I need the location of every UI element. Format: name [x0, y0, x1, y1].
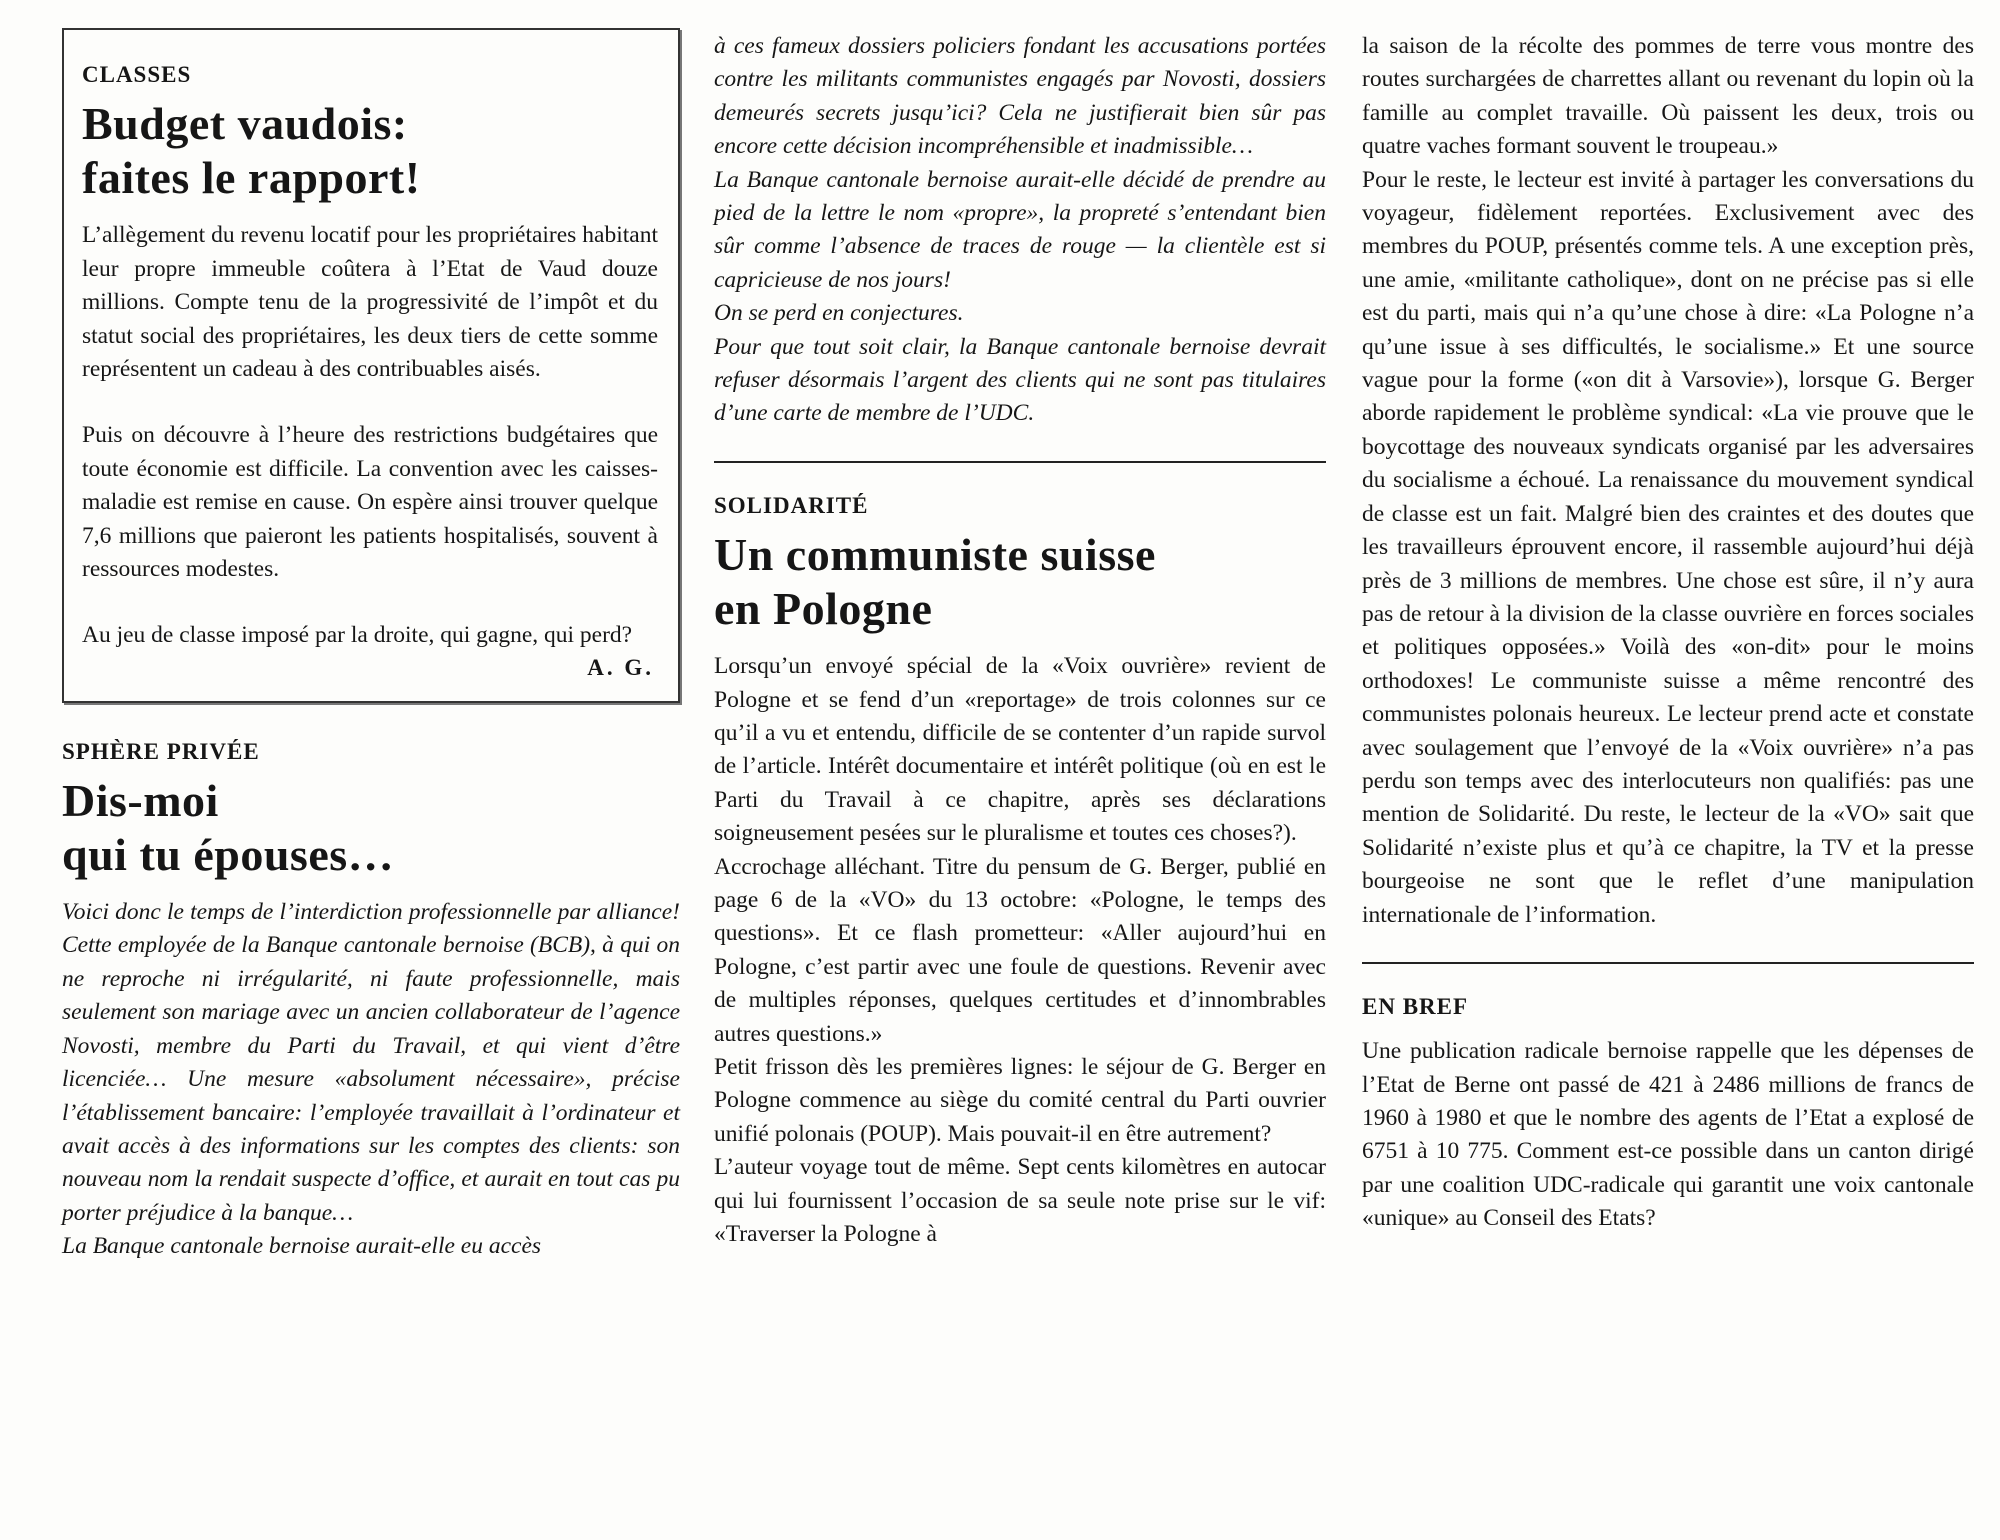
sphere-cont-paragraph-2: La Banque cantonale bernoise aurait-elle décidé de prendre au pied de la lettre le nom «propre», la propreté s’entendant bien sûr comme l’absence de traces de rouge — la clientèle est si capricieuse de nos jours! [714, 166, 1326, 293]
sphere-headline-line1: Dis-moi [62, 775, 219, 827]
sphere-headline [62, 774, 680, 882]
solidarite-cont-paragraph-2: Pour le reste, le lecteur est invité à partager les conversations du voyageur, fidèlement reportées. Exclusivement avec des membres du POUP, présentés comme tels. A une exception près, une amie, «militante catholique», dont on ne précise pas si elle est du parti, mais qui n’a qu’une chose à dire: «La Pologne n’a qu’une issue à ses difficultés, le socialisme.» Et une source vague pour la forme («on dit à Varsovie»), lorsque G. Berger aborde rapidement le problème syndical: «La vie prouve que le boycottage des nouveaux syndicats organisé par les adversaires du socialisme a échoué. La renaissance du mouvement syndical de classe est un fait. Malgré bien des craintes et des doutes que les travailleurs éprouvent encore, il rassemble aujourd’hui déjà près de 3 millions de membres. Une chose est sûre, il n’y aura pas de retour à la division de la classe ouvrière en forces sociales et politiques opposées.» Voilà des «on-dit» pour le moins orthodoxes! Le communiste suisse a même rencontré des communistes polonais heureux. Le lecteur prend acte et constate avec soulagement que l’envoyé de la «Voix ouvrière» n’a pas perdu son temps avec des interlocuteurs non qualifiés: pas une mention de Solidarité. Du reste, le lecteur de la «VO» sait que Solidarité n’existe plus et qu’à ce chapitre, la TV et la presse bourgeoise ne sont que le reflet d’une manipulation internationale de l’information. [1362, 166, 1974, 928]
classes-headline [82, 97, 658, 205]
column-2-divider [714, 461, 1326, 463]
solidarite-headline [714, 528, 1326, 636]
solidarite-paragraph-4: L’auteur voyage tout de même. Sept cents kilomètres en autocar qui lui fournissent l’occasion de sa seule note prise sur le vif: «Traverser la Pologne à [714, 1154, 1326, 1248]
solidarite-body [714, 650, 1326, 1251]
solidarite-article [714, 493, 1326, 1252]
sphere-body [62, 896, 680, 1263]
classes-paragraph-3: Au jeu de classe imposé par la droite, qui gagne, qui perd? [82, 622, 633, 649]
solidarite-cont-paragraph-1: la saison de la récolte des pommes de terre vous montre des routes surchargées de charrettes allant ou revenant du lopin où la famille au complet travaille. Où paissent les deux, trois ou quatre vaches formant souvent le troupeau.» [1362, 33, 1974, 160]
solidarite-continuation [1362, 30, 1974, 932]
column-3-divider [1362, 962, 1974, 964]
column-2 [714, 30, 1326, 1251]
classes-paragraph-2: Puis on découvre à l’heure des restrictions budgétaires que toute économie est difficile. La convention avec les caisses-maladie est remise en cause. On espère ainsi trouver quelque 7,6 millions que paieront les patients hospitalisés, souvent à ressources modestes. [82, 422, 658, 582]
solidarite-kicker: SOLIDARITÉ [714, 492, 869, 518]
classes-headline-line2: faites le rapport! [82, 152, 421, 204]
en-bref-body [1362, 1035, 1974, 1235]
en-bref-paragraph-1: Une publication radicale bernoise rappelle que les dépenses de l’Etat de Berne ont passé de 421 à 2486 millions de francs de 1960 à 1980 et que le nombre des agents de l’Etat a explosé de 6751 à 10 775. Comment est-ce possible dans un canton dirigé par une coalition UDC-radicale qui garantit une voix cantonale «unique» au Conseil des Etats? [1362, 1038, 1974, 1232]
classes-paragraph-1: L’allègement du revenu locatif pour les propriétaires habitant leur propre immeuble coûtera à l’Etat de Vaud douze millions. Compte tenu de la progressivité de l’impôt et du statut social des propriétaires, les deux tiers de cette somme représentent un cadeau à des contribuables aisés. [82, 222, 658, 382]
classes-headline-line1: Budget vaudois: [82, 98, 408, 150]
sphere-cont-paragraph-1: à ces fameux dossiers policiers fondant les accusations portées contre les militants communistes engagés par Novosti, dossiers demeurés secrets jusqu’ici? Cela ne justifierait bien sûr pas encore cette décision incompréhensible et inadmissible… [714, 33, 1326, 160]
solidarite-paragraph-2: Accrochage alléchant. Titre du pensum de G. Berger, publié en page 6 de la «VO» du 13 octobre: «Pologne, le temps des questions». Et ce flash prometteur: «Aller aujourd’hui en Pologne, c’est partir avec une foule de questions. Revenir avec de multiples réponses, quelques certitudes et d’innombrables autres questions.» [714, 853, 1326, 1047]
classes-body [82, 219, 658, 652]
solidarite-headline-line2: en Pologne [714, 583, 933, 635]
classes-kicker: CLASSES [82, 62, 192, 87]
classes-article-box [62, 28, 680, 703]
column-1 [62, 28, 680, 1264]
solidarite-headline-line1: Un communiste suisse [714, 529, 1156, 581]
en-bref-article [1362, 994, 1974, 1236]
sphere-cont-paragraph-4: Pour que tout soit clair, la Banque cantonale bernoise devrait refuser désormais l’argent des clients qui ne sont pas titulaires d’une carte de membre de l’UDC. [714, 333, 1326, 427]
sphere-cont-paragraph-3: On se perd en conjectures. [714, 300, 964, 327]
classes-signature: A. G. [587, 654, 654, 680]
solidarite-paragraph-3: Petit frisson dès les premières lignes: le séjour de G. Berger en Pologne commence au siège du comité central du Parti ouvrier unifié polonais (POUP). Mais pouvait-il en être autrement? [714, 1054, 1326, 1147]
column-3 [1362, 30, 1974, 1236]
sphere-paragraph-1: Voici donc le temps de l’interdiction professionnelle par alliance! Cette employée de la Banque cantonale bernoise (BCB), à qui on ne reproche ni irrégularité, ni faute professionnelle, mais seulement son mariage avec un ancien collaborateur de l’agence Novosti, membre du Parti du Travail, et qui vient d’être licenciée… Une mesure «absolument nécessaire», précise l’établissement bancaire: l’employée travaillait à l’ordinateur et avait accès à des informations sur les comptes des clients: son nouveau nom la rendait suspecte d’office, et aurait en tout cas pu porter préjudice à la banque… [62, 899, 680, 1226]
solidarite-paragraph-1: Lorsqu’un envoyé spécial de la «Voix ouvrière» revient de Pologne et se fend d’un «reportage» de trois colonnes sur ce qu’il a vu et entendu, difficile de se contenter d’un rapide survol de l’article. Intérêt documentaire et intérêt politique (où en est le Parti du Travail à ce chapitre, après ses déclarations soigneusement pesées sur le pluralisme et toutes ces choses?). [714, 653, 1326, 847]
sphere-continuation [714, 30, 1326, 431]
sphere-headline-line2: qui tu épouses… [62, 829, 395, 881]
sphere-kicker: SPHÈRE PRIVÉE [62, 738, 260, 764]
sphere-paragraph-2: La Banque cantonale bernoise aurait-elle eu accès [62, 1233, 542, 1260]
sphere-article [62, 739, 680, 1264]
en-bref-kicker: EN BREF [1362, 993, 1469, 1019]
